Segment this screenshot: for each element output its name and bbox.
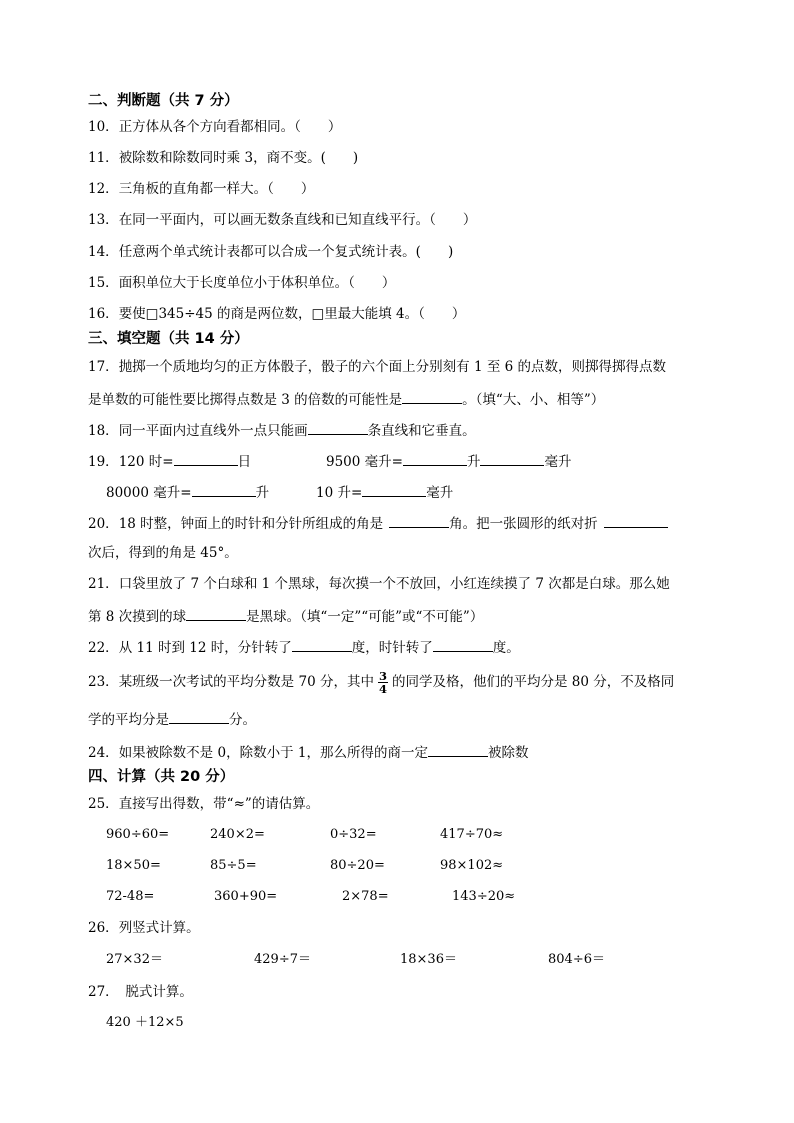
question-text: 同一平面内过直线外一点只能画 [118,423,308,439]
calc-item: 18×50= [106,858,161,873]
question-number: 10． [88,119,119,135]
section-heading-judgement: 二、判断题（共 7 分） [88,93,239,109]
calc-item: 85÷5= [210,858,257,873]
answer-blank[interactable] [389,513,449,528]
question-number: 17． [88,359,119,375]
question-text: 三角板的直角都一样大。（ ） [118,181,315,197]
calc-item: 360+90= [214,889,278,904]
question-number: 23． [88,674,119,690]
question-15 [88,274,395,292]
question-number: 18． [88,423,119,439]
vertical-calc-item: 429÷7＝ [254,952,311,967]
answer-blank[interactable] [192,482,256,497]
question-20-line1 [88,513,668,533]
question-14 [88,243,453,261]
question-text: 口袋里放了 7 个白球和 1 个黑球，每次摸一个不放回，小红连续摸了 7 次都是白球。那么她 [118,576,670,592]
question-text: 。（填“大、小、相等”） [462,392,605,408]
fraction-numerator: 3 [378,669,387,683]
question-text: 被除数和除数同时乘 3，商不变。( ) [118,150,359,166]
question-text: 抛掷一个质地均匀的正方体骰子，骰子的六个面上分别刻有 1 至 6 的点数，则掷得掷得点数 [118,359,667,375]
question-text: 是黑球。（填“一定”“可能”或“不可能”） [246,609,484,625]
question-number: 14． [88,244,119,260]
calc-item: 960÷60= [106,827,170,842]
question-text: 面积单位大于长度单位小于体积单位。（ ） [118,275,396,291]
question-text: 条直线和它垂直。 [367,423,476,439]
question-text: 任意两个单式统计表都可以合成一个复式统计表。( ) [118,244,454,260]
question-text: 角。把一张圆形的纸对折 [449,516,598,532]
question-text: 分。 [229,712,256,728]
question-text: 直接写出得数，带“≈”的请估算。 [118,796,320,812]
question-16 [88,305,465,323]
question-number: 24． [88,745,119,761]
question-text: 120 时= [118,454,174,470]
question-27 [88,983,193,1001]
calc-item: 143÷20≈ [452,889,516,904]
question-24 [88,742,528,762]
question-23-line1 [88,670,674,695]
question-19-row2 [106,482,269,502]
question-text: 是单数的可能性要比掷得点数是 3 的倍数的可能性是 [88,392,403,408]
question-text: 学的平均分是 [88,712,169,728]
question-text: 升 [466,454,481,470]
question-text: 第 8 次摸到的球 [88,609,187,625]
question-21-line2 [88,606,483,626]
question-25 [88,795,319,813]
question-13 [88,211,476,229]
calc-item: 72-48= [106,889,155,904]
answer-blank[interactable] [186,606,246,621]
question-12 [88,180,314,198]
question-21-line1 [88,575,670,593]
question-17-line1 [88,358,666,376]
question-text: 日 [237,454,252,470]
question-text: 毫升 [544,454,572,470]
question-10 [88,118,341,136]
section-heading-fill-in: 三、填空题（共 14 分） [88,331,249,347]
question-text: 的同学及格，他们的平均分是 80 分，不及格同 [391,674,675,690]
question-text: 要使□345÷45 的商是两位数，□里最大能填 4。（ ） [118,306,466,322]
question-text: 9500 毫升= [326,454,403,470]
question-19-row1-b [326,451,571,471]
question-number: 11． [88,150,119,166]
answer-blank[interactable] [362,482,426,497]
vertical-calc-item: 18×36＝ [400,952,457,967]
question-number: 15． [88,275,119,291]
question-11 [88,149,358,167]
vertical-calc-item: 804÷6＝ [548,952,605,967]
calc-item: 2×78= [342,889,389,904]
section-heading-calculation: 四、计算（共 20 分） [88,769,235,785]
vertical-calc-item: 27×32＝ [106,952,163,967]
question-number: 12． [88,181,119,197]
question-text: 如果被除数不是 0，除数小于 1，那么所得的商一定 [118,745,428,761]
question-17-line2 [88,389,604,409]
question-number: 19． [88,454,119,470]
answer-blank[interactable] [480,451,544,466]
answer-blank[interactable] [403,451,467,466]
answer-blank[interactable] [292,637,352,652]
question-text: 正方体从各个方向看都相同。（ ） [118,119,342,135]
question-text: 升 [255,485,270,501]
question-26 [88,919,200,937]
question-text: 80000 毫升= [106,485,192,501]
question-number: 27． [88,984,112,1000]
question-text: 脱式计算。 [111,984,193,1000]
question-text: 某班级一次考试的平均分数是 70 分，其中 [118,674,374,690]
question-number: 22． [88,640,119,656]
answer-blank[interactable] [174,451,238,466]
stepwise-calc-item: 420 ＋12×5 [106,1015,184,1030]
question-number: 21． [88,576,119,592]
question-number: 13． [88,212,119,228]
question-text: 度，时针转了 [351,640,433,656]
question-text: 10 升= [316,485,363,501]
calc-item: 417÷70≈ [440,827,504,842]
question-text: 列竖式计算。 [118,920,200,936]
answer-blank[interactable] [169,709,229,724]
question-text: 毫升 [426,485,454,501]
answer-blank[interactable] [428,742,488,757]
answer-blank[interactable] [402,389,462,404]
answer-blank[interactable] [308,420,368,435]
answer-blank[interactable] [604,513,668,528]
answer-blank[interactable] [433,637,493,652]
calc-item: 80÷20= [330,858,385,873]
question-number: 20． [88,516,119,532]
calc-item: 98×102≈ [440,858,504,873]
question-22 [88,637,520,657]
question-text: 在同一平面内，可以画无数条直线和已知直线平行。（ ） [118,212,477,228]
question-18 [88,420,476,440]
fraction-denominator: 4 [378,682,387,696]
question-number: 25． [88,796,119,812]
question-text: 被除数 [487,745,529,761]
question-text: 18 时整，钟面上的时针和分针所组成的角是 [118,516,384,532]
question-text: 从 11 时到 12 时，分针转了 [118,640,292,656]
question-20-line2: 次后，得到的角是 45°。 [88,545,238,561]
calc-item: 0÷32= [330,827,377,842]
calc-item: 240×2= [210,827,265,842]
question-number: 16． [88,306,119,322]
question-19-row1 [88,451,251,471]
question-23-line2 [88,709,256,729]
question-19-row2-b [316,482,453,502]
fraction-three-quarters [378,670,388,695]
question-text: 度。 [492,640,520,656]
question-number: 26． [88,920,119,936]
